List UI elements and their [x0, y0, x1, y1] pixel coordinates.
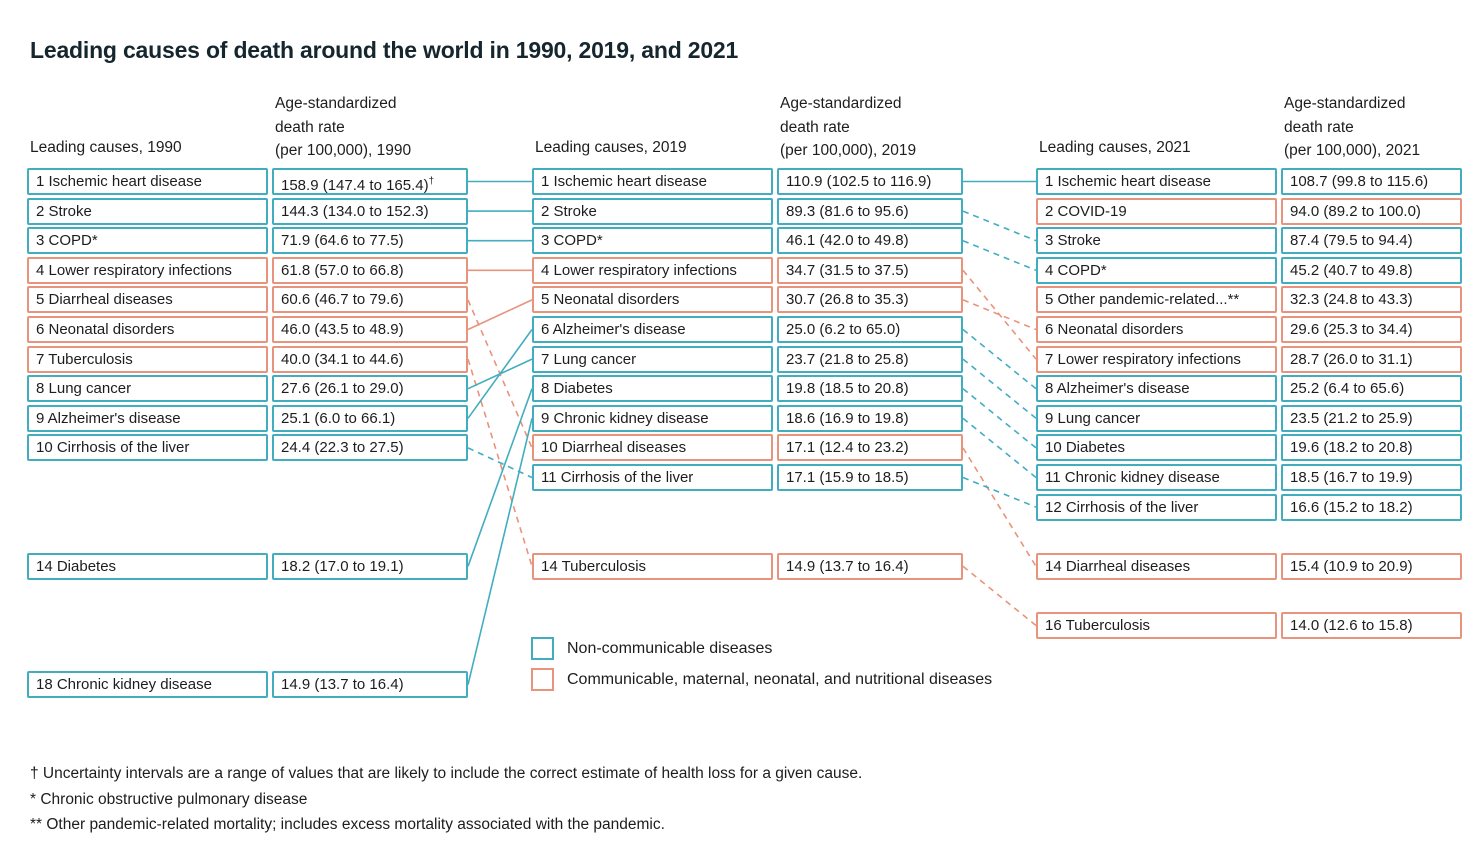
dagger-superscript: † — [428, 176, 435, 187]
column-rate-header — [780, 92, 916, 163]
rate-value: 15.4 (10.9 to 20.9) — [1290, 557, 1413, 575]
rate-box — [272, 434, 468, 461]
rank-connector — [468, 300, 532, 330]
rate-value: 14.9 (13.7 to 16.4) — [281, 676, 404, 694]
rank-connector — [963, 270, 1036, 359]
cause-box: 7 Lower respiratory infections — [1036, 346, 1277, 373]
rate-box — [1281, 346, 1462, 373]
footnote-dagger: † Uncertainty intervals are a range of values that are likely to include the correct estimate of health loss for a given cause. — [30, 765, 863, 782]
rate-value: 25.2 (6.4 to 65.6) — [1290, 380, 1405, 398]
cause-box: 7 Lung cancer — [532, 346, 773, 373]
cause-box: 10 Diarrheal diseases — [532, 434, 773, 461]
rate-header-line: Age-standardized — [275, 95, 397, 112]
rate-box — [272, 553, 468, 580]
legend-label-cmnn: Communicable, maternal, neonatal, and nutritional diseases — [567, 670, 993, 688]
rank-connector — [963, 448, 1036, 566]
rank-connector — [468, 300, 532, 448]
rate-header-line: Age-standardized — [1284, 95, 1406, 112]
cause-box: 6 Neonatal disorders — [27, 316, 268, 343]
footnote-pandemic: ** Other pandemic-related mortality; includes excess mortality associated with the pandemic. — [30, 816, 665, 833]
rate-value: 24.4 (22.3 to 27.5) — [281, 439, 404, 457]
rate-value: 144.3 (134.0 to 152.3) — [281, 202, 429, 220]
rate-value: 71.9 (64.6 to 77.5) — [281, 232, 404, 250]
rate-value: 29.6 (25.3 to 34.4) — [1290, 321, 1413, 338]
rate-value: 25.0 (6.2 to 65.0) — [786, 321, 901, 338]
rate-box — [777, 316, 963, 343]
rate-value: 19.6 (18.2 to 20.8) — [1290, 439, 1413, 457]
rate-value: 61.8 (57.0 to 66.8) — [281, 261, 404, 279]
cause-box: 1 Ischemic heart disease — [1036, 168, 1277, 195]
legend-swatch-ncd-icon — [531, 637, 554, 660]
cause-box: 1 Ischemic heart disease — [532, 168, 773, 195]
rate-header-line: death rate — [780, 118, 850, 136]
rank-connector — [468, 359, 532, 566]
footnote-copd: * Chronic obstructive pulmonary disease — [30, 790, 308, 808]
rank-connector — [963, 389, 1036, 448]
rate-value: 18.2 (17.0 to 19.1) — [281, 557, 404, 575]
rate-box — [777, 168, 963, 195]
cause-box: 2 Stroke — [27, 198, 268, 225]
rate-box — [777, 227, 963, 254]
rate-value: 40.0 (34.1 to 44.6) — [281, 350, 404, 368]
rate-value: 14.9 (13.7 to 16.4) — [786, 557, 909, 575]
rate-value: 89.3 (81.6 to 95.6) — [786, 202, 909, 220]
cause-box: 11 Cirrhosis of the liver — [532, 464, 773, 491]
rate-value: 18.6 (16.9 to 19.8) — [786, 409, 909, 427]
rate-box — [777, 405, 963, 432]
rank-connector — [963, 241, 1036, 271]
column-rate-header — [1284, 92, 1420, 163]
cause-box: 8 Diabetes — [532, 375, 773, 402]
rate-value: 28.7 (26.0 to 31.1) — [1290, 350, 1413, 368]
rate-value: 32.3 (24.8 to 43.3) — [1290, 291, 1413, 309]
legend-swatch-cmnn-icon — [531, 668, 554, 691]
cause-box: 9 Lung cancer — [1036, 405, 1277, 432]
rate-value: 46.0 (43.5 to 48.9) — [281, 321, 404, 338]
cause-box: 6 Alzheimer's disease — [532, 316, 773, 343]
cause-box: 9 Chronic kidney disease — [532, 405, 773, 432]
cause-box: 11 Chronic kidney disease — [1036, 464, 1277, 491]
cause-box: 3 COPD* — [532, 227, 773, 254]
rate-value: 23.7 (21.8 to 25.8) — [786, 350, 909, 368]
rate-value: 108.7 (99.8 to 115.6) — [1290, 173, 1429, 190]
rate-value: 46.1 (42.0 to 49.8) — [786, 232, 909, 250]
rate-box — [777, 464, 963, 491]
rate-box — [1281, 227, 1462, 254]
cause-box: 12 Cirrhosis of the liver — [1036, 494, 1277, 521]
rank-connector — [963, 211, 1036, 241]
cause-box: 4 Lower respiratory infections — [532, 257, 773, 284]
cause-box: 5 Other pandemic-related...** — [1036, 286, 1277, 313]
rate-box — [777, 434, 963, 461]
legend-item-cmnn — [531, 668, 992, 691]
rank-connector — [468, 330, 532, 419]
cause-box: 3 Stroke — [1036, 227, 1277, 254]
rate-value: 18.5 (16.7 to 19.9) — [1290, 469, 1413, 486]
cause-box: 14 Diabetes — [27, 553, 268, 580]
rate-value: 34.7 (31.5 to 37.5) — [786, 261, 909, 279]
rank-connector — [468, 418, 532, 684]
rate-header-line: death rate — [1284, 118, 1354, 136]
cause-box: 8 Lung cancer — [27, 375, 268, 402]
cause-box: 1 Ischemic heart disease — [27, 168, 268, 195]
rank-connector — [963, 330, 1036, 389]
rate-header-line: (per 100,000), 2021 — [1284, 142, 1421, 159]
rate-value: 30.7 (26.8 to 35.3) — [786, 291, 909, 309]
rate-box — [777, 553, 963, 580]
cause-box: 9 Alzheimer's disease — [27, 405, 268, 432]
rate-box — [272, 227, 468, 254]
rate-box — [272, 375, 468, 402]
legend-item-ncd — [531, 637, 772, 660]
cause-box: 10 Cirrhosis of the liver — [27, 434, 268, 461]
rate-header-line: Age-standardized — [780, 95, 902, 112]
cause-box: 3 COPD* — [27, 227, 268, 254]
rate-box — [777, 286, 963, 313]
rate-box — [272, 286, 468, 313]
rate-value: 45.2 (40.7 to 49.8) — [1290, 261, 1413, 279]
rank-connector — [963, 418, 1036, 477]
rate-box — [272, 346, 468, 373]
rate-box — [1281, 286, 1462, 313]
rank-connector — [963, 300, 1036, 330]
column-rate-header — [275, 92, 411, 163]
cause-box: 6 Neonatal disorders — [1036, 316, 1277, 343]
rank-connector — [468, 448, 532, 478]
rate-value: 110.9 (102.5 to 116.9) — [786, 173, 932, 190]
rank-connector — [963, 566, 1036, 625]
cause-box: 4 COPD* — [1036, 257, 1277, 284]
rate-value: 94.0 (89.2 to 100.0) — [1290, 202, 1421, 220]
column-causes-header: Leading causes, 2019 — [535, 139, 687, 156]
cause-box: 2 Stroke — [532, 198, 773, 225]
rate-box — [1281, 494, 1462, 521]
rate-box — [1281, 405, 1462, 432]
rate-box — [272, 257, 468, 284]
column-causes-header: Leading causes, 1990 — [30, 139, 182, 156]
chart-title: Leading causes of death around the world in 1990, 2019, and 2021 — [30, 37, 739, 64]
rank-connector — [468, 359, 532, 389]
rate-box — [272, 168, 468, 195]
rate-box — [777, 257, 963, 284]
rate-box — [272, 198, 468, 225]
rate-box — [1281, 553, 1462, 580]
footnotes — [30, 761, 862, 838]
cause-box: 14 Diarrheal diseases — [1036, 553, 1277, 580]
rate-box — [1281, 464, 1462, 491]
rate-box — [1281, 257, 1462, 284]
cause-box: 16 Tuberculosis — [1036, 612, 1277, 639]
rate-box — [1281, 316, 1462, 343]
rate-box — [777, 198, 963, 225]
cause-box: 4 Lower respiratory infections — [27, 257, 268, 284]
rate-value: 60.6 (46.7 to 79.6) — [281, 291, 404, 309]
cause-box: 2 COVID-19 — [1036, 198, 1277, 225]
rate-box — [272, 316, 468, 343]
rate-value: 17.1 (12.4 to 23.2) — [786, 439, 909, 457]
rate-value: 14.0 (12.6 to 15.8) — [1290, 617, 1413, 634]
rate-box — [1281, 375, 1462, 402]
cause-box: 14 Tuberculosis — [532, 553, 773, 580]
rate-header-line: (per 100,000), 1990 — [275, 142, 412, 159]
rank-connector — [468, 389, 532, 567]
rate-value: 25.1 (6.0 to 66.1) — [281, 409, 396, 427]
rate-value: 87.4 (79.5 to 94.4) — [1290, 232, 1413, 250]
rank-connector — [963, 359, 1036, 418]
cause-box: 10 Diabetes — [1036, 434, 1277, 461]
rank-connector — [963, 478, 1036, 508]
rate-value: 19.8 (18.5 to 20.8) — [786, 380, 909, 398]
rate-value: 16.6 (15.2 to 18.2) — [1290, 498, 1413, 516]
rate-value: 23.5 (21.2 to 25.9) — [1290, 409, 1413, 427]
cause-box: 5 Diarrheal diseases — [27, 286, 268, 313]
rate-box — [777, 375, 963, 402]
cause-box: 7 Tuberculosis — [27, 346, 268, 373]
rate-box — [1281, 198, 1462, 225]
rate-box — [1281, 434, 1462, 461]
cause-box: 8 Alzheimer's disease — [1036, 375, 1277, 402]
legend-label-ncd: Non-communicable diseases — [567, 639, 773, 657]
rate-header-line: death rate — [275, 118, 345, 136]
rate-value: 17.1 (15.9 to 18.5) — [786, 469, 909, 486]
rate-box — [272, 405, 468, 432]
cause-box: 18 Chronic kidney disease — [27, 671, 268, 698]
column-causes-header: Leading causes, 2021 — [1039, 139, 1191, 156]
rate-box — [272, 671, 468, 698]
rate-box — [1281, 612, 1462, 639]
rate-value: 158.9 (147.4 to 165.4) — [281, 177, 429, 194]
rate-value: 27.6 (26.1 to 29.0) — [281, 380, 404, 398]
rate-header-line: (per 100,000), 2019 — [780, 142, 917, 159]
cause-box: 5 Neonatal disorders — [532, 286, 773, 313]
rate-box — [1281, 168, 1462, 195]
rate-box — [777, 346, 963, 373]
